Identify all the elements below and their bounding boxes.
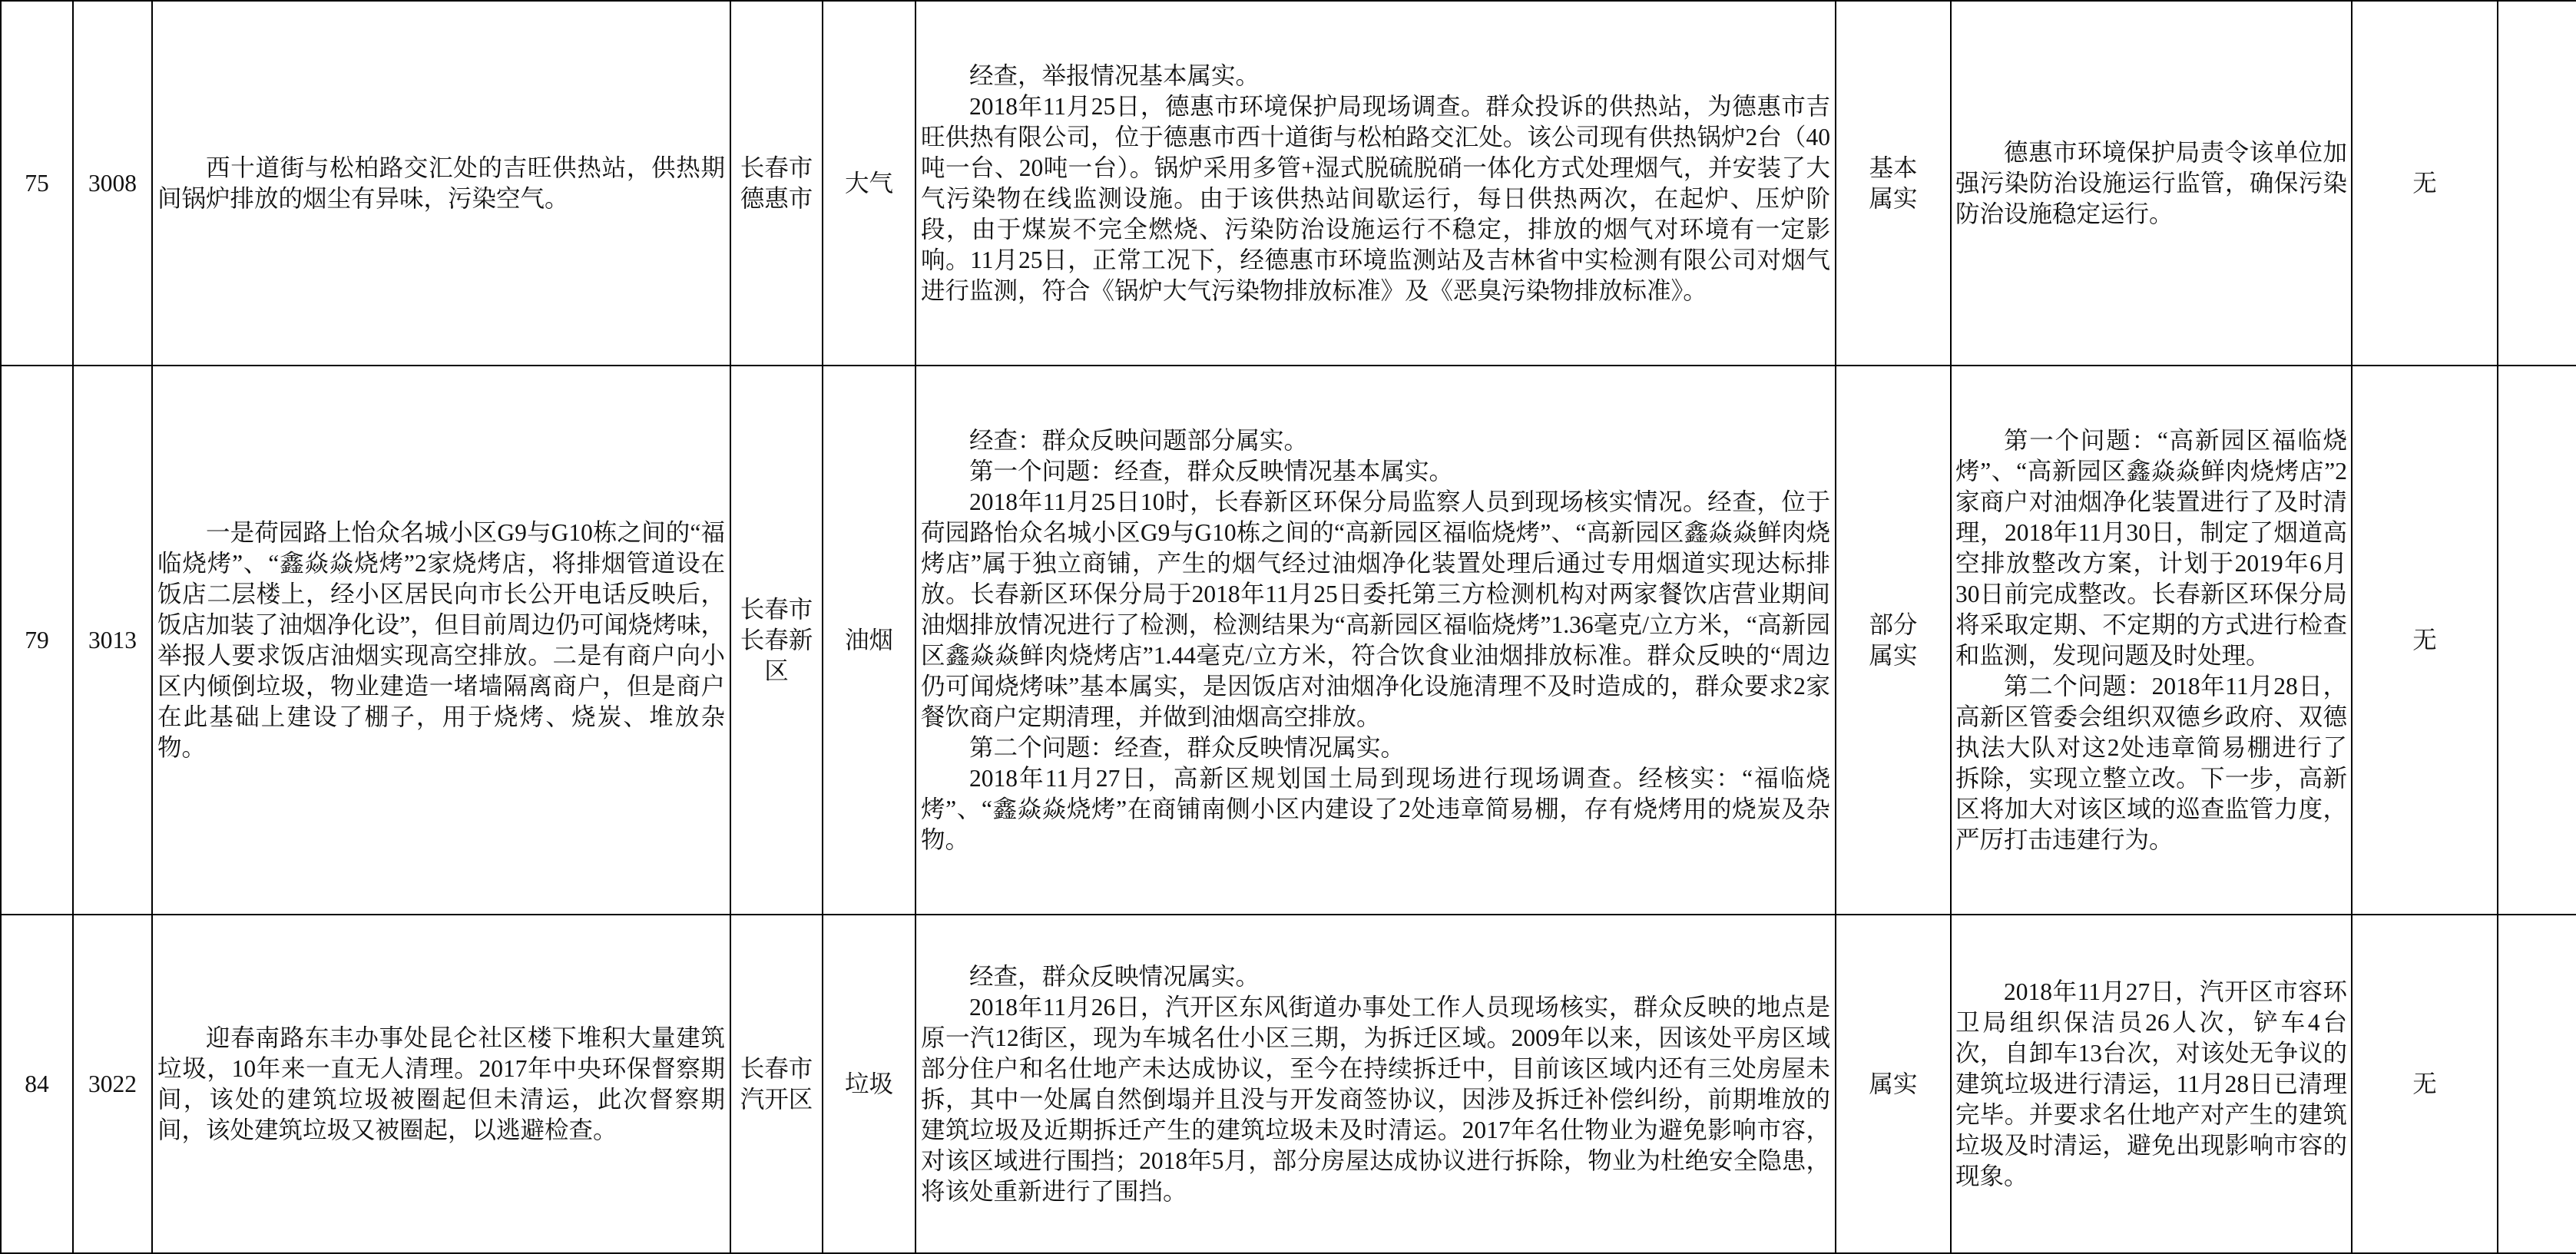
case-number: 3022 bbox=[88, 1070, 137, 1097]
case-number: 3013 bbox=[88, 626, 137, 653]
investigation-paragraph: 2018年11月26日，汽开区东风街道办事处工作人员现场核实，群众反映的地点是原一汽12街区，现为车城名仕小区三期，为拆迁区域。2009年以来，因该处平房区域部分住户和名仕地产未达成协议，至今在持续拆迁中，目前该区域内还有三处房屋未拆，其中一处属自然倒塌并且没与开发商签协议，因涉及拆迁补偿纠纷，前期堆放的建筑垃圾及近期拆迁产生的建筑垃圾未及时清运。2017年名仕物业为避免影响市容，对该区域进行围挡；2018年5月，部分房屋达成协议进行拆除，物业为杜绝安全隐患，将该处重新进行了围挡。 bbox=[921, 993, 1830, 1205]
pollution-type-cell bbox=[823, 915, 916, 1253]
blank-cell bbox=[2498, 366, 2576, 915]
verification-text: 基本属实 bbox=[1869, 154, 1918, 212]
accountability-cell bbox=[2352, 915, 2498, 1253]
blank-cell bbox=[2498, 915, 2576, 1253]
investigation-paragraph: 2018年11月25日10时，长春新区环保分局监察人员到现场核实情况。经查，位于荷园路怡众名城小区G9与G10栋之间的“高新园区福临烧烤”、“高新园区鑫焱焱鲜肉烧烤店”属于独立商铺，产生的烟气经过油烟净化装置处理后通过专用烟道实现达标排放。长春新区环保分局于2018年11月25日委托第三方检测机构对两家餐饮店营业期间油烟排放情况进行了检测，检测结果为“高新园区福临烧烤”1.36毫克/立方米，“高新园区鑫焱焱鲜肉烧烤店”1.44毫克/立方米，符合饮食业油烟排放标准。群众反映的“周边仍可闻烧烤味”基本属实，是因饭店对油烟净化设施清理不及时造成的，群众要求2家餐饮商户定期清理，并做到油烟高空排放。 bbox=[921, 488, 1830, 730]
serial-number-cell bbox=[1, 366, 73, 915]
accountability-text: 无 bbox=[2412, 626, 2437, 653]
investigation-cell bbox=[916, 1, 1836, 366]
serial-number-cell bbox=[1, 1, 73, 366]
handling-paragraph: 德惠市环境保护局责令该单位加强污染防治设施运行监管，确保污染防治设施稳定运行。 bbox=[1955, 138, 2347, 227]
investigation-paragraph: 经查，群众反映情况属实。 bbox=[969, 962, 1260, 990]
verification-cell bbox=[1836, 1, 1951, 366]
accountability-cell bbox=[2352, 1, 2498, 366]
case-number-cell bbox=[73, 366, 152, 915]
district-text: 长春市汽开区 bbox=[740, 1054, 813, 1113]
complaint-text: 一是荷园路上怡众名城小区G9与G10栋之间的“福临烧烤”、“鑫焱焱烧烤”2家烧烤店，将排烟管道设在饭店二层楼上，经小区居民向市长公开电话反映后，饭店加装了油烟净化设”，但目前周边仍可闻烧烤味，举报人要求饭店油烟实现高空排放。二是有商户向小区内倾倒垃圾，物业建造一堵墙隔离商户，但是商户在此基础上建设了棚子，用于烧烤、烧炭、堆放杂物。 bbox=[157, 518, 725, 761]
handling-cell bbox=[1951, 366, 2352, 915]
accountability-text: 无 bbox=[2412, 169, 2437, 197]
verification-text: 属实 bbox=[1869, 1070, 1918, 1097]
handling-paragraph: 第一个问题：“高新园区福临烧烤”、“高新园区鑫焱焱鲜肉烧烤店”2家商户对油烟净化装置进行了及时清理，2018年11月30日，制定了烟道高空排放整改方案，计划于2019年6月30日前完成整改。长春新区环保分局将采取定期、不定期的方式进行检查和监测，发现问题及时处理。 bbox=[1955, 426, 2347, 669]
investigation-cell bbox=[916, 366, 1836, 915]
serial-number-cell bbox=[1, 915, 73, 1253]
handling-paragraph: 第二个问题：2018年11月28日，高新区管委会组织双德乡政府、双德执法大队对这2处违章简易棚进行了拆除，实现立整立改。下一步，高新区将加大对该区域的巡查监管力度，严厉打击违建行为。 bbox=[1955, 672, 2347, 853]
serial-number: 75 bbox=[25, 169, 49, 197]
serial-number: 79 bbox=[25, 626, 49, 653]
blank-cell bbox=[2498, 1, 2576, 366]
handling-cell bbox=[1951, 915, 2352, 1253]
district-text: 长春市德惠市 bbox=[740, 154, 813, 212]
district-cell bbox=[730, 915, 823, 1253]
investigation-cell bbox=[916, 915, 1836, 1253]
accountability-cell bbox=[2352, 366, 2498, 915]
table-row bbox=[1, 366, 2576, 915]
district-cell bbox=[730, 1, 823, 366]
investigation-paragraph: 2018年11月27日，高新区规划国土局到现场进行现场调查。经核实：“福临烧烤”、“鑫焱焱烧烤”在商铺南侧小区内建设了2处违章简易棚，存有烧烤用的烧炭及杂物。 bbox=[921, 764, 1830, 853]
case-number: 3008 bbox=[88, 169, 137, 197]
pollution-type-text: 大气 bbox=[844, 169, 893, 197]
table-row bbox=[1, 915, 2576, 1253]
investigation-paragraph: 第一个问题：经查，群众反映情况基本属实。 bbox=[969, 457, 1454, 485]
verification-text: 部分属实 bbox=[1869, 610, 1918, 669]
pollution-type-text: 油烟 bbox=[844, 626, 893, 653]
investigation-paragraph: 2018年11月25日，德惠市环境保护局现场调查。群众投诉的供热站，为德惠市吉旺供热有限公司，位于德惠市西十道街与松柏路交汇处。该公司现有供热锅炉2台（40吨一台、20吨一台）。锅炉采用多管+湿式脱硫脱硝一体化方式处理烟气，并安装了大气污染物在线监测设施。由于该供热站间歇运行，每日供热两次，在起炉、压炉阶段，由于煤炭不完全燃烧、污染防治设施运行不稳定，排放的烟气对环境有一定影响。11月25日，正常工况下，经德惠市环境监测站及吉林省中实检测有限公司对烟气进行监测，符合《锅炉大气污染物排放标准》及《恶臭污染物排放标准》。 bbox=[921, 92, 1830, 304]
complaint-cell bbox=[152, 366, 730, 915]
verification-cell bbox=[1836, 915, 1951, 1253]
pollution-type-text: 垃圾 bbox=[844, 1070, 893, 1097]
district-text: 长春市长春新区 bbox=[740, 595, 813, 684]
pollution-type-cell bbox=[823, 366, 916, 915]
investigation-paragraph: 第二个问题：经查，群众反映情况属实。 bbox=[969, 733, 1406, 761]
investigation-paragraph: 经查，举报情况基本属实。 bbox=[969, 61, 1260, 89]
investigation-paragraph: 经查：群众反映问题部分属实。 bbox=[969, 426, 1309, 454]
case-number-cell bbox=[73, 1, 152, 366]
complaint-text: 迎春南路东丰办事处昆仑社区楼下堆积大量建筑垃圾，10年来一直无人清理。2017年中央环保督察期间，该处的建筑垃圾被圈起但未清运，此次督察期间，该处建筑垃圾又被圈起，以逃避检查。 bbox=[157, 1024, 725, 1143]
district-cell bbox=[730, 366, 823, 915]
accountability-text: 无 bbox=[2412, 1070, 2437, 1097]
complaint-cell bbox=[152, 1, 730, 366]
complaint-text: 西十道街与松柏路交汇处的吉旺供热站，供热期间锅炉排放的烟尘有异味，污染空气。 bbox=[157, 154, 725, 212]
verification-cell bbox=[1836, 366, 1951, 915]
handling-paragraph: 2018年11月27日，汽开区市容环卫局组织保洁员26人次，铲车4台次，自卸车13台次，对该处无争议的建筑垃圾进行清运，11月28日已清理完毕。并要求名仕地产对产生的建筑垃圾及时清运，避免出现影响市容的现象。 bbox=[1955, 978, 2347, 1189]
case-number-cell bbox=[73, 915, 152, 1253]
handling-cell bbox=[1951, 1, 2352, 366]
pollution-type-cell bbox=[823, 1, 916, 366]
table-row bbox=[1, 1, 2576, 366]
complaint-cell bbox=[152, 915, 730, 1253]
serial-number: 84 bbox=[25, 1070, 49, 1097]
